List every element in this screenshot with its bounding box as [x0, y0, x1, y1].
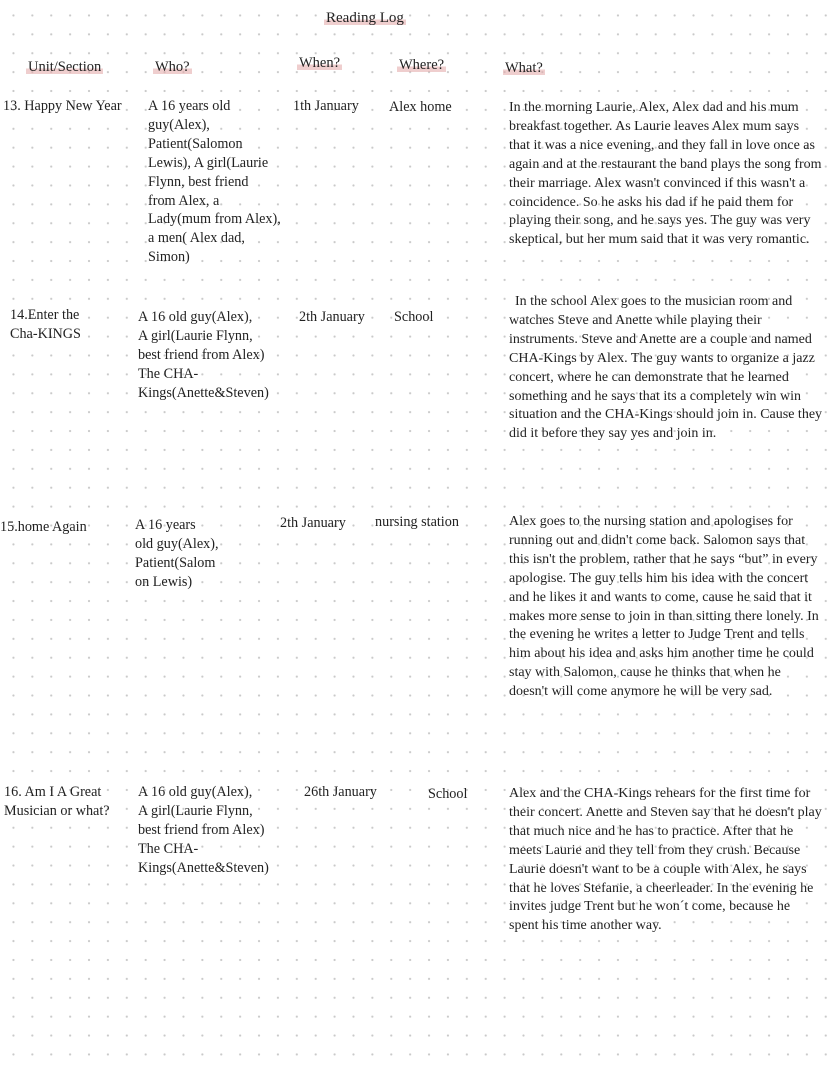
entry-who: A 16 old guy(Alex), A girl(Laurie Flynn, best friend from Alex) The CHA- Kings(Anette&Steven) — [138, 309, 269, 401]
column-header-what: What? — [505, 60, 543, 76]
entry-when: 2th January — [299, 309, 365, 325]
entry-unit: 13. Happy New Year — [3, 98, 122, 114]
column-header-where: Where? — [399, 57, 445, 73]
column-header-unit: Unit/Section — [28, 59, 102, 75]
entry-unit: 15.home Again — [0, 519, 87, 535]
column-header-when: When? — [299, 55, 341, 71]
entry-what: Alex goes to the nursing station and apologises for running out and didn't come back. Salomon says that this isn't the problem, rather that he says “but” in every apologise. The guy tells him his idea with the concert and he likes it and wants to come, cause he said that it makes more sense to join in than sitting there lonely. In the evening he writes a letter to Judge Trent and tells him about his idea and asks him another time he could stay with Salomon, cause he thinks that when he doesn't will come anymore he will be very sad. — [509, 514, 819, 700]
entry-what: In the school Alex goes to the musician room and watches Steve and Anette while playing their instruments. Steve and Anette are a couple and named CHA-Kings by Alex. The guy wants to organize a jazz concert, where he can demonstrate that he learned something and he says that its a completely win win situation and the CHA-Kings should join in. Cause they did it before they say yes and join in. — [509, 294, 823, 442]
entry-when: 2th January — [280, 515, 346, 531]
page-title: Reading Log — [326, 10, 404, 26]
entry-where: School — [428, 786, 468, 802]
entry-who: A 16 years old guy(Alex), Patient(Salom on Lewis) — [135, 517, 219, 590]
entry-who: A 16 years old guy(Alex), Patient(Salomon Lewis), A girl(Laurie Flynn, best friend from Alex, a Lady(mum from Alex), a men( Alex dad, Simon) — [148, 98, 281, 266]
entry-what: Alex and the CHA-Kings rehears for the first time for their concert. Anette and Steven say that he doesn't play that much nice and he has to practice. After that he meets Laurie and they tell from they crush. Because Laurie doesn't want to be a couple with Alex, he says that he loves Stefanie, a cheerleader. In the evening he invites judge Trent but he won´t come, because he spent his time another way. — [509, 786, 822, 934]
entry-where: Alex home — [389, 99, 452, 115]
entry-unit: 16. Am I A Great Musician or what? — [4, 784, 110, 819]
column-header-who: Who? — [155, 59, 190, 75]
entry-what: In the morning Laurie, Alex, Alex dad and his mum breakfast together. As Laurie leaves Alex mum says that it was a nice evening, and they fall in love once as again and at the restaurant the band plays the song from their marriage. Alex wasn't convinced if this wasn't a coincidence. So he asks his dad if he paid them for playing their song, and he says yes. The guy was very skeptical, but her mum said that it was very romantic. — [509, 100, 822, 248]
entry-when: 1th January — [293, 98, 359, 114]
entry-unit: 14.Enter the Cha-KINGS — [10, 307, 81, 342]
entry-where: nursing station — [375, 514, 459, 530]
entry-when: 26th January — [304, 784, 377, 800]
entry-where: School — [394, 309, 434, 325]
entry-who: A 16 old guy(Alex), A girl(Laurie Flynn, best friend from Alex) The CHA- Kings(Anette&Steven) — [138, 784, 269, 876]
